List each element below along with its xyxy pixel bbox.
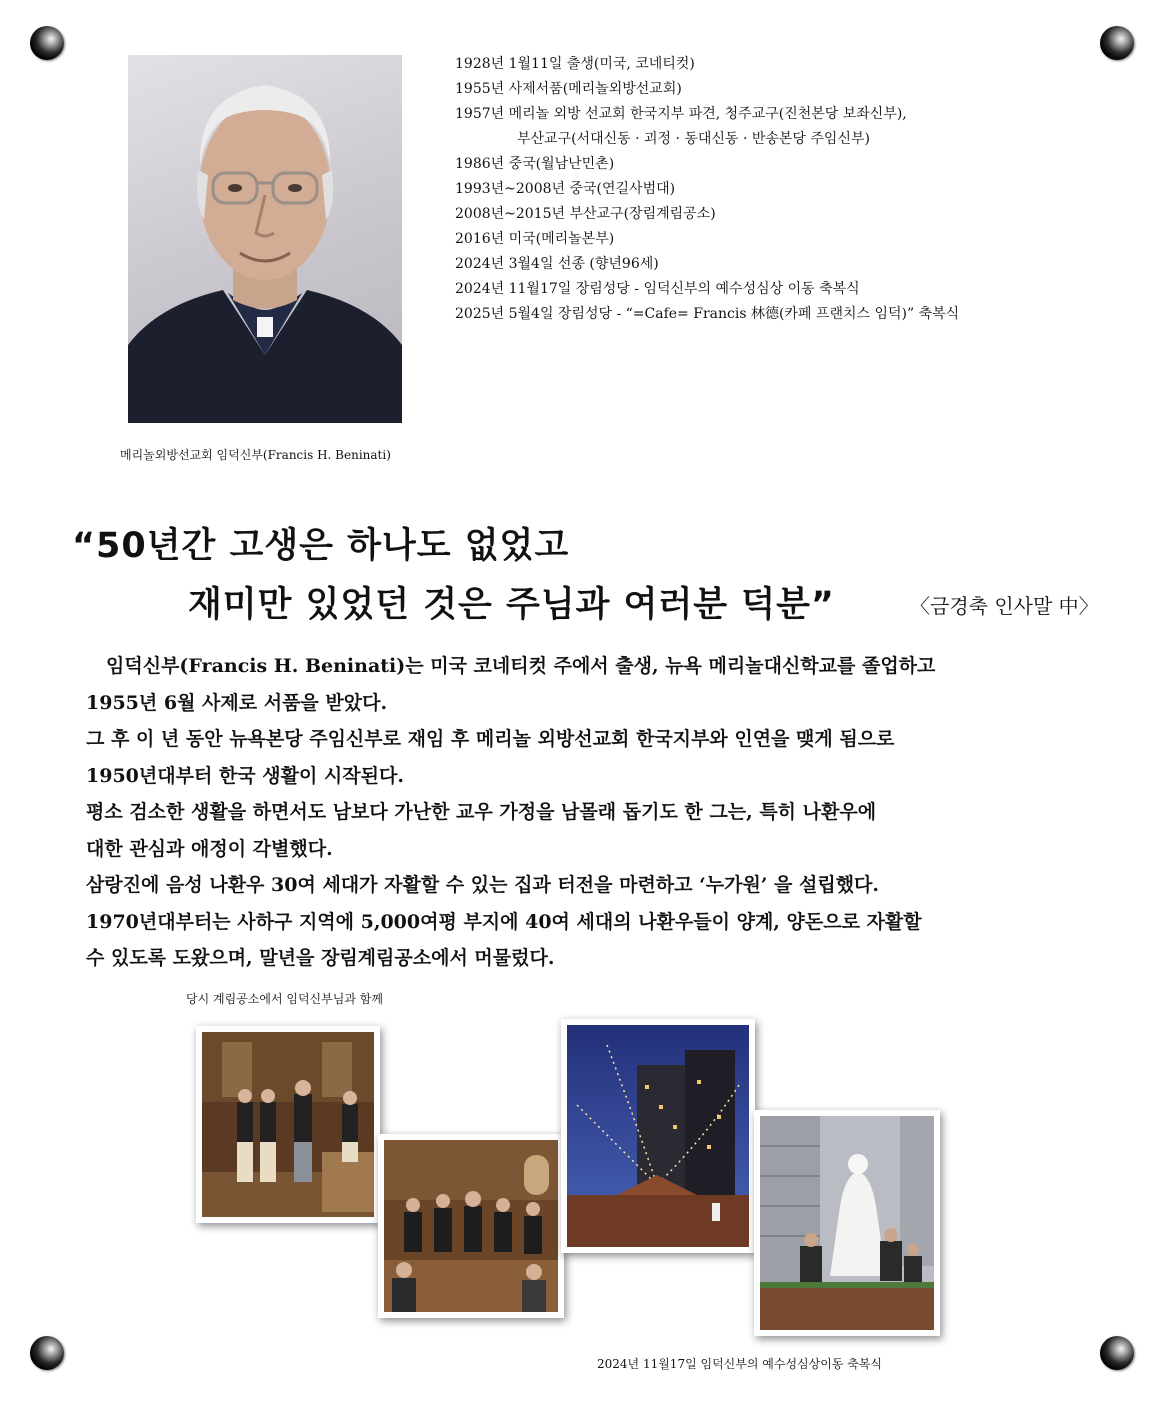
corner-screw-bottom-right <box>1100 1336 1134 1370</box>
timeline-item: 부산교구(서대신동 · 괴정 · 동대신동 · 반송본당 주임신부) <box>517 131 870 147</box>
photo-caption-left: 당시 계림공소에서 임덕신부님과 함께 <box>186 992 383 1006</box>
body-line: 대한 관심과 애정이 각별했다. <box>86 837 333 860</box>
timeline-item: 2024년 3월4일 선종 (향년96세) <box>455 256 659 272</box>
statue-blessing-photo <box>754 1110 940 1336</box>
timeline-item: 1955년 사제서품(메리놀외방선교회) <box>455 81 682 97</box>
body-line: 임덕신부(Francis H. Beninati)는 미국 코네티컷 주에서 출생, 뉴욕 메리놀대신학교를 졸업하고 <box>106 655 936 677</box>
photo-caption-right: 2024년 11월17일 임덕신부의 예수성심상이동 축복식 <box>597 1357 882 1371</box>
body-line: 수 있도록 도왔으며, 말년을 장림계림공소에서 머물렀다. <box>86 947 555 969</box>
quote-source: 〈금경축 인사말 中〉 <box>910 594 1099 618</box>
quote-line-1: “50년간 고생은 하나도 없었고 <box>72 526 570 566</box>
biography-timeline <box>455 52 1095 327</box>
priest-portrait-photo <box>128 55 402 423</box>
body-line: 1950년대부터 한국 생활이 시작된다. <box>86 764 404 787</box>
night-church-photo <box>561 1019 755 1253</box>
timeline-item: 1957년 메리놀 외방 선교회 한국지부 파견, 청주교구(진천본당 보좌신부), <box>455 106 907 122</box>
timeline-item: 1993년~2008년 중국(연길사범대) <box>455 181 676 197</box>
portrait-caption: 메리놀외방선교회 임덕신부(Francis H. Beninati) <box>120 448 391 462</box>
timeline-item: 2016년 미국(메리놀본부) <box>455 231 615 247</box>
chapel-group-photo-1 <box>196 1026 380 1223</box>
timeline-item: 2025년 5월4일 장림성당 - “=Cafe= Francis 林德(카페 프랜치스 임덕)” 축복식 <box>455 306 960 322</box>
chapel-group-photo-2 <box>378 1134 564 1318</box>
quote-line-2: 재미만 있었던 것은 주님과 여러분 덕분” <box>188 585 835 625</box>
body-line: 그 후 이 년 동안 뉴욕본당 주임신부로 재임 후 메리놀 외방선교회 한국지부와 인연을 맺게 됨으로 <box>86 728 895 750</box>
timeline-item: 1928년 1월11일 출생(미국, 코네티컷) <box>455 56 695 72</box>
body-line: 평소 검소한 생활을 하면서도 남보다 가난한 교우 가정을 남몰래 돕기도 한 그는, 특히 나환우에 <box>86 801 877 823</box>
body-line: 1955년 6월 사제로 서품을 받았다. <box>86 691 388 714</box>
corner-screw-bottom-left <box>30 1336 64 1370</box>
corner-screw-top-right <box>1100 26 1134 60</box>
corner-screw-top-left <box>30 26 64 60</box>
timeline-item: 2024년 11월17일 장림성당 - 임덕신부의 예수성심상 이동 축복식 <box>455 281 860 297</box>
timeline-item: 1986년 중국(월남난민촌) <box>455 156 615 172</box>
body-line: 삼랑진에 음성 나환우 30여 세대가 자활할 수 있는 집과 터전을 마련하고 ‘누가원’ 을 설립했다. <box>86 874 880 896</box>
timeline-item: 2008년~2015년 부산교구(장림계림공소) <box>455 206 716 222</box>
body-line: 1970년대부터는 사하구 지역에 5,000여평 부지에 40여 세대의 나환우들이 양계, 양돈으로 자활할 <box>86 910 922 933</box>
biography-body <box>86 648 1096 977</box>
